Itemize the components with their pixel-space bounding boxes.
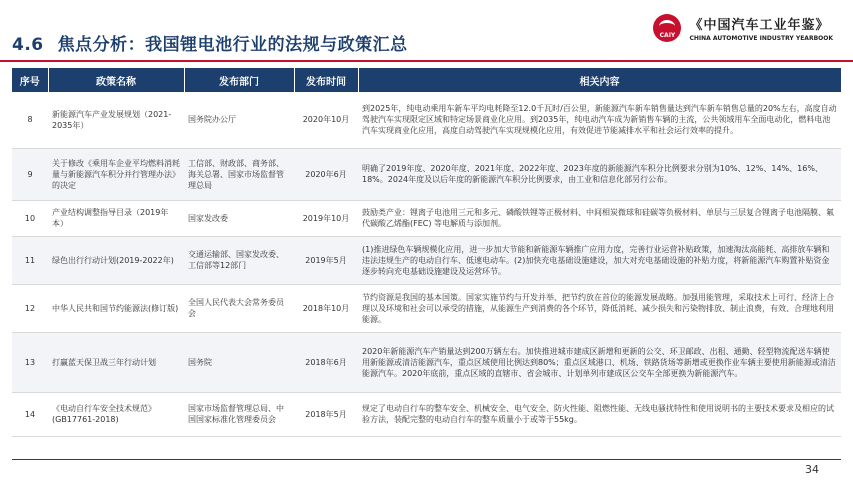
table-header-row — [12, 68, 841, 92]
table-row — [12, 148, 841, 200]
cell-time: 2019年10月 — [294, 200, 358, 236]
header-divider — [0, 60, 853, 62]
table-row — [12, 92, 841, 148]
cell-policy-name: 中华人民共和国节约能源法(修订版) — [48, 284, 184, 332]
cell-seq: 14 — [12, 392, 48, 436]
cell-policy-name: 绿色出行行动计划(2019-2022年) — [48, 236, 184, 284]
logo-mark-text: CAIY — [659, 32, 676, 39]
cell-policy-name: 打赢蓝天保卫战三年行动计划 — [48, 332, 184, 392]
page-number: 34 — [805, 463, 819, 476]
page-title — [12, 30, 408, 55]
cell-content: 节约资源是我国的基本国策。国家实施节约与开发并举、把节约放在首位的能源发展战略。加强用能管理，采取技术上可行、经济上合理以及环境和社会可以承受的措施，从能源生产到消费的各个环节，降低消耗、减少损失和污染物排放、制止浪费，有效、合理地利用能源。 — [358, 284, 841, 332]
cell-dept: 国务院办公厅 — [184, 92, 294, 148]
column-header-content: 相关内容 — [358, 68, 841, 92]
table-row — [12, 236, 841, 284]
cell-policy-name: 关于修改《乘用车企业平均燃料消耗量与新能源汽车积分并行管理办法》的决定 — [48, 148, 184, 200]
cell-dept: 国家发改委 — [184, 200, 294, 236]
cell-dept: 交通运输部、国家发改委、工信部等12部门 — [184, 236, 294, 284]
logo-title: 《中国汽车工业年鉴》 — [689, 18, 830, 33]
cell-dept: 国务院 — [184, 332, 294, 392]
policy-table — [12, 68, 842, 437]
yearbook-logo — [653, 14, 833, 42]
section-number: 4.6 — [12, 35, 44, 55]
cell-time: 2018年5月 — [294, 392, 358, 436]
column-header-time: 发布时间 — [294, 68, 358, 92]
column-header-name: 政策名称 — [48, 68, 184, 92]
table-row — [12, 332, 841, 392]
cell-dept: 全国人民代表大会常务委员会 — [184, 284, 294, 332]
cell-time: 2018年10月 — [294, 284, 358, 332]
cell-seq: 8 — [12, 92, 48, 148]
caiy-logo-icon — [653, 14, 681, 42]
cell-seq: 12 — [12, 284, 48, 332]
cell-seq: 13 — [12, 332, 48, 392]
logo-subtitle: CHINA AUTOMOTIVE INDUSTRY YEARBOOK — [689, 35, 833, 42]
cell-content: 到2025年，纯电动乘用车新车平均电耗降至12.0千瓦时/百公里，新能源汽车新车销售量达到汽车新车销售总量的20%左右，高度自动驾驶汽车实现限定区域和特定场景商业化应用。到2035年，纯电动汽车成为新销售车辆的主流，公共领域用车全面电动化，燃料电池汽车实现商业化应用，高度自动驾驶汽车实现规模化应用，有效促进节能减排水平和社会运行效率的提升。 — [358, 92, 841, 148]
footer-divider — [12, 459, 841, 460]
cell-dept: 国家市场监督管理总局、中国国家标准化管理委员会 — [184, 392, 294, 436]
cell-dept: 工信部、财政部、商务部、海关总署、国家市场监督管理总局 — [184, 148, 294, 200]
cell-content: 鼓励类产业：锂离子电池用三元和多元、磷酸铁锂等正极材料、中间相炭微球和硅碳等负极材料、单层与三层复合锂离子电池隔膜、氟代碳酸乙烯酯(FEC) 等电解质与添加剂。 — [358, 200, 841, 236]
cell-seq: 11 — [12, 236, 48, 284]
table-row — [12, 284, 841, 332]
section-title: 焦点分析：我国锂电池行业的法规与政策汇总 — [57, 35, 408, 55]
cell-seq: 9 — [12, 148, 48, 200]
cell-time: 2018年6月 — [294, 332, 358, 392]
cell-content: 规定了电动自行车的整车安全、机械安全、电气安全、防火性能、阻燃性能、无线电骚扰特性和使用说明书的主要技术要求及相应的试验方法，装配完整的电动自行车的整车质量小于或等于55kg。 — [358, 392, 841, 436]
cell-content: (1)推进绿色车辆规模化应用，进一步加大节能和新能源车辆推广应用力度，完善行业运营补贴政策，加速淘汰高能耗、高排放车辆和违法违规生产的电动自行车、低速电动车。(2)加快充电基础设施建设，加大对充电基础设施的补贴力度，将新能源汽车购置补贴资金逐步转向充电基础设施建设及运营环节。 — [358, 236, 841, 284]
column-header-dept: 发布部门 — [184, 68, 294, 92]
cell-content: 明确了2019年度、2020年度、2021年度、2022年度、2023年度的新能源汽车积分比例要求分别为10%、12%、14%、16%、18%。2024年度及以后年度的新能源汽车积分比例要求，由工业和信息化部另行公布。 — [358, 148, 841, 200]
cell-seq: 10 — [12, 200, 48, 236]
cell-time: 2020年6月 — [294, 148, 358, 200]
column-header-seq: 序号 — [12, 68, 48, 92]
cell-policy-name: 新能源汽车产业发展规划（2021-2035年） — [48, 92, 184, 148]
table-row — [12, 392, 841, 436]
cell-policy-name: 产业结构调整指导目录（2019年本） — [48, 200, 184, 236]
cell-content: 2020年新能源汽车产销量达到200万辆左右。加快推进城市建成区新增和更新的公交、环卫邮政、出租、通勤、轻型物流配送车辆使用新能源或清洁能源汽车，重点区域使用比例达到80%；重点区域港口、机场、铁路货场等新增或更换作业车辆主要使用新能源或清洁能源汽车。2020年底前，重点区域的直辖市、省会城市、计划单列市建成区公交车全部更换为新能源汽车。 — [358, 332, 841, 392]
cell-time: 2019年5月 — [294, 236, 358, 284]
cell-time: 2020年10月 — [294, 92, 358, 148]
table-row — [12, 200, 841, 236]
cell-policy-name: 《电动自行车安全技术规范》(GB17761-2018) — [48, 392, 184, 436]
